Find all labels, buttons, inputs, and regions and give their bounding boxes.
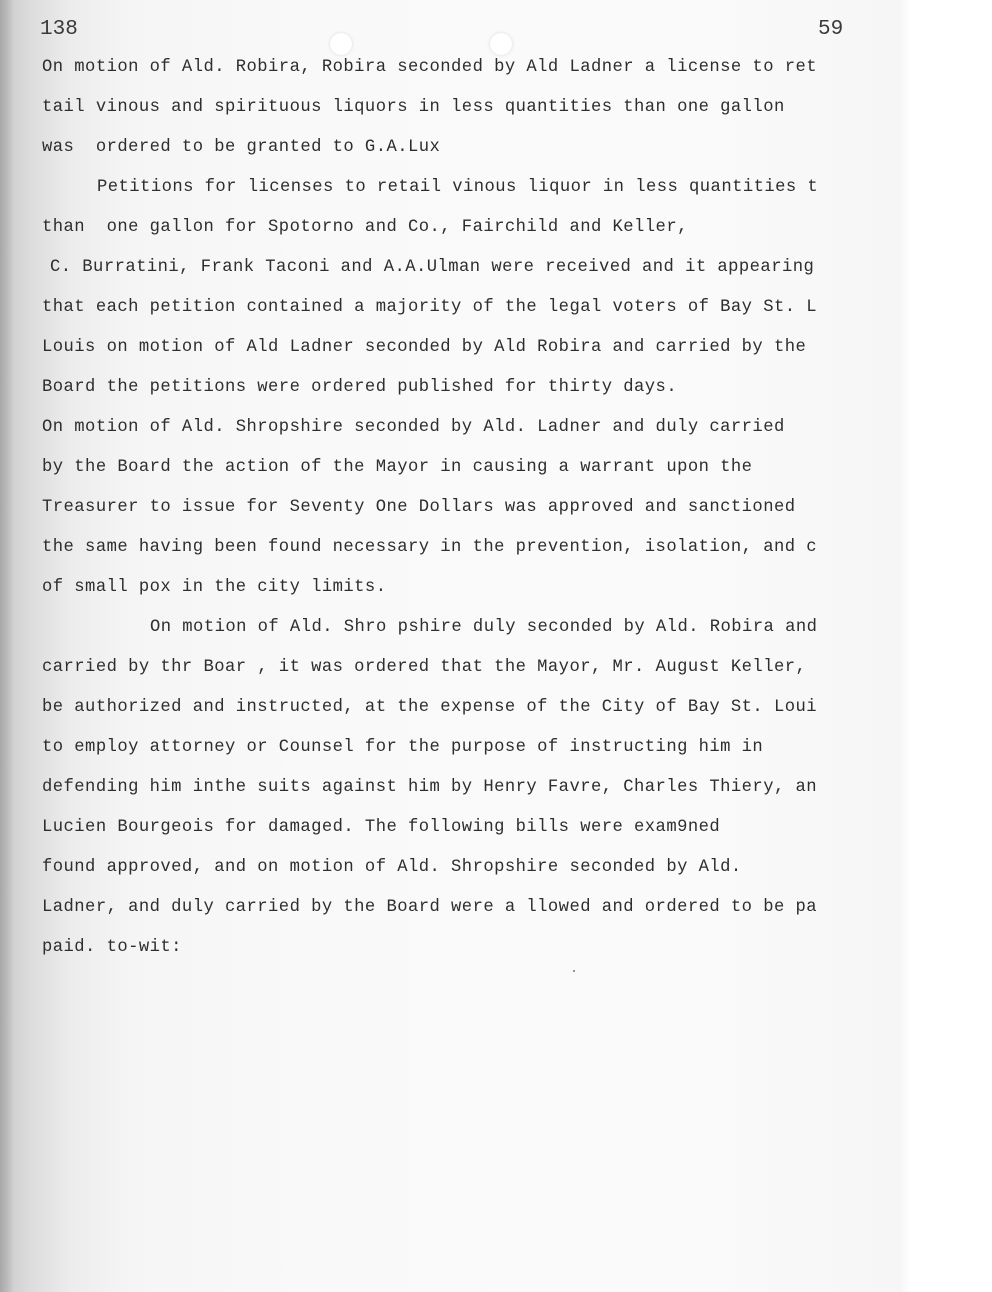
text-line: than one gallon for Spotorno and Co., Fairchild and Keller,	[42, 218, 688, 237]
text-line: tail vinous and spirituous liquors in less quantities than one gallon	[42, 98, 785, 117]
text-line: defending him inthe suits against him by Henry Favre, Charles Thiery, an	[42, 778, 818, 797]
text-line: Board the petitions were ordered published for thirty days.	[42, 378, 678, 397]
text-line: Ladner, and duly carried by the Board were a llowed and ordered to be pa	[42, 898, 818, 917]
punch-hole-right	[490, 33, 512, 55]
text-line: On motion of Ald. Shropshire seconded by Ald. Ladner and duly carried	[42, 418, 785, 437]
text-line: paid. to-wit:	[42, 938, 182, 957]
text-line: C. Burratini, Frank Taconi and A.A.Ulman were received and it appearing	[50, 258, 815, 277]
page-number-right: 59	[818, 18, 844, 41]
text-line: carried by thr Boar , it was ordered that the Mayor, Mr. August Keller,	[42, 658, 807, 677]
text-line: Petitions for licenses to retail vinous liquor in less quantities t	[97, 178, 819, 197]
scan-speck	[573, 970, 575, 972]
text-line: was ordered to be granted to G.A.Lux	[42, 138, 441, 157]
text-line: On motion of Ald. Robira, Robira seconded by Ald Ladner a license to ret	[42, 58, 818, 77]
text-line: Louis on motion of Ald Ladner seconded by Ald Robira and carried by the	[42, 338, 807, 357]
text-line: of small pox in the city limits.	[42, 578, 387, 597]
text-line: On motion of Ald. Shro pshire duly seconded by Ald. Robira and	[150, 618, 818, 637]
text-line: by the Board the action of the Mayor in causing a warrant upon the	[42, 458, 753, 477]
text-line: the same having been found necessary in the prevention, isolation, and c	[42, 538, 818, 557]
text-line: Lucien Bourgeois for damaged. The following bills were exam9ned	[42, 818, 721, 837]
right-margin	[910, 0, 992, 1292]
text-line: that each petition contained a majority of the legal voters of Bay St. L	[42, 298, 818, 317]
text-line: be authorized and instructed, at the expense of the City of Bay St. Loui	[42, 698, 818, 717]
page-number-left: 138	[40, 18, 78, 41]
punch-hole-left	[330, 33, 352, 55]
text-line: to employ attorney or Counsel for the purpose of instructing him in	[42, 738, 764, 757]
text-line: Treasurer to issue for Seventy One Dollars was approved and sanctioned	[42, 498, 796, 517]
scan-edge-shadow	[0, 0, 14, 1292]
text-line: found approved, and on motion of Ald. Shropshire seconded by Ald.	[42, 858, 742, 877]
